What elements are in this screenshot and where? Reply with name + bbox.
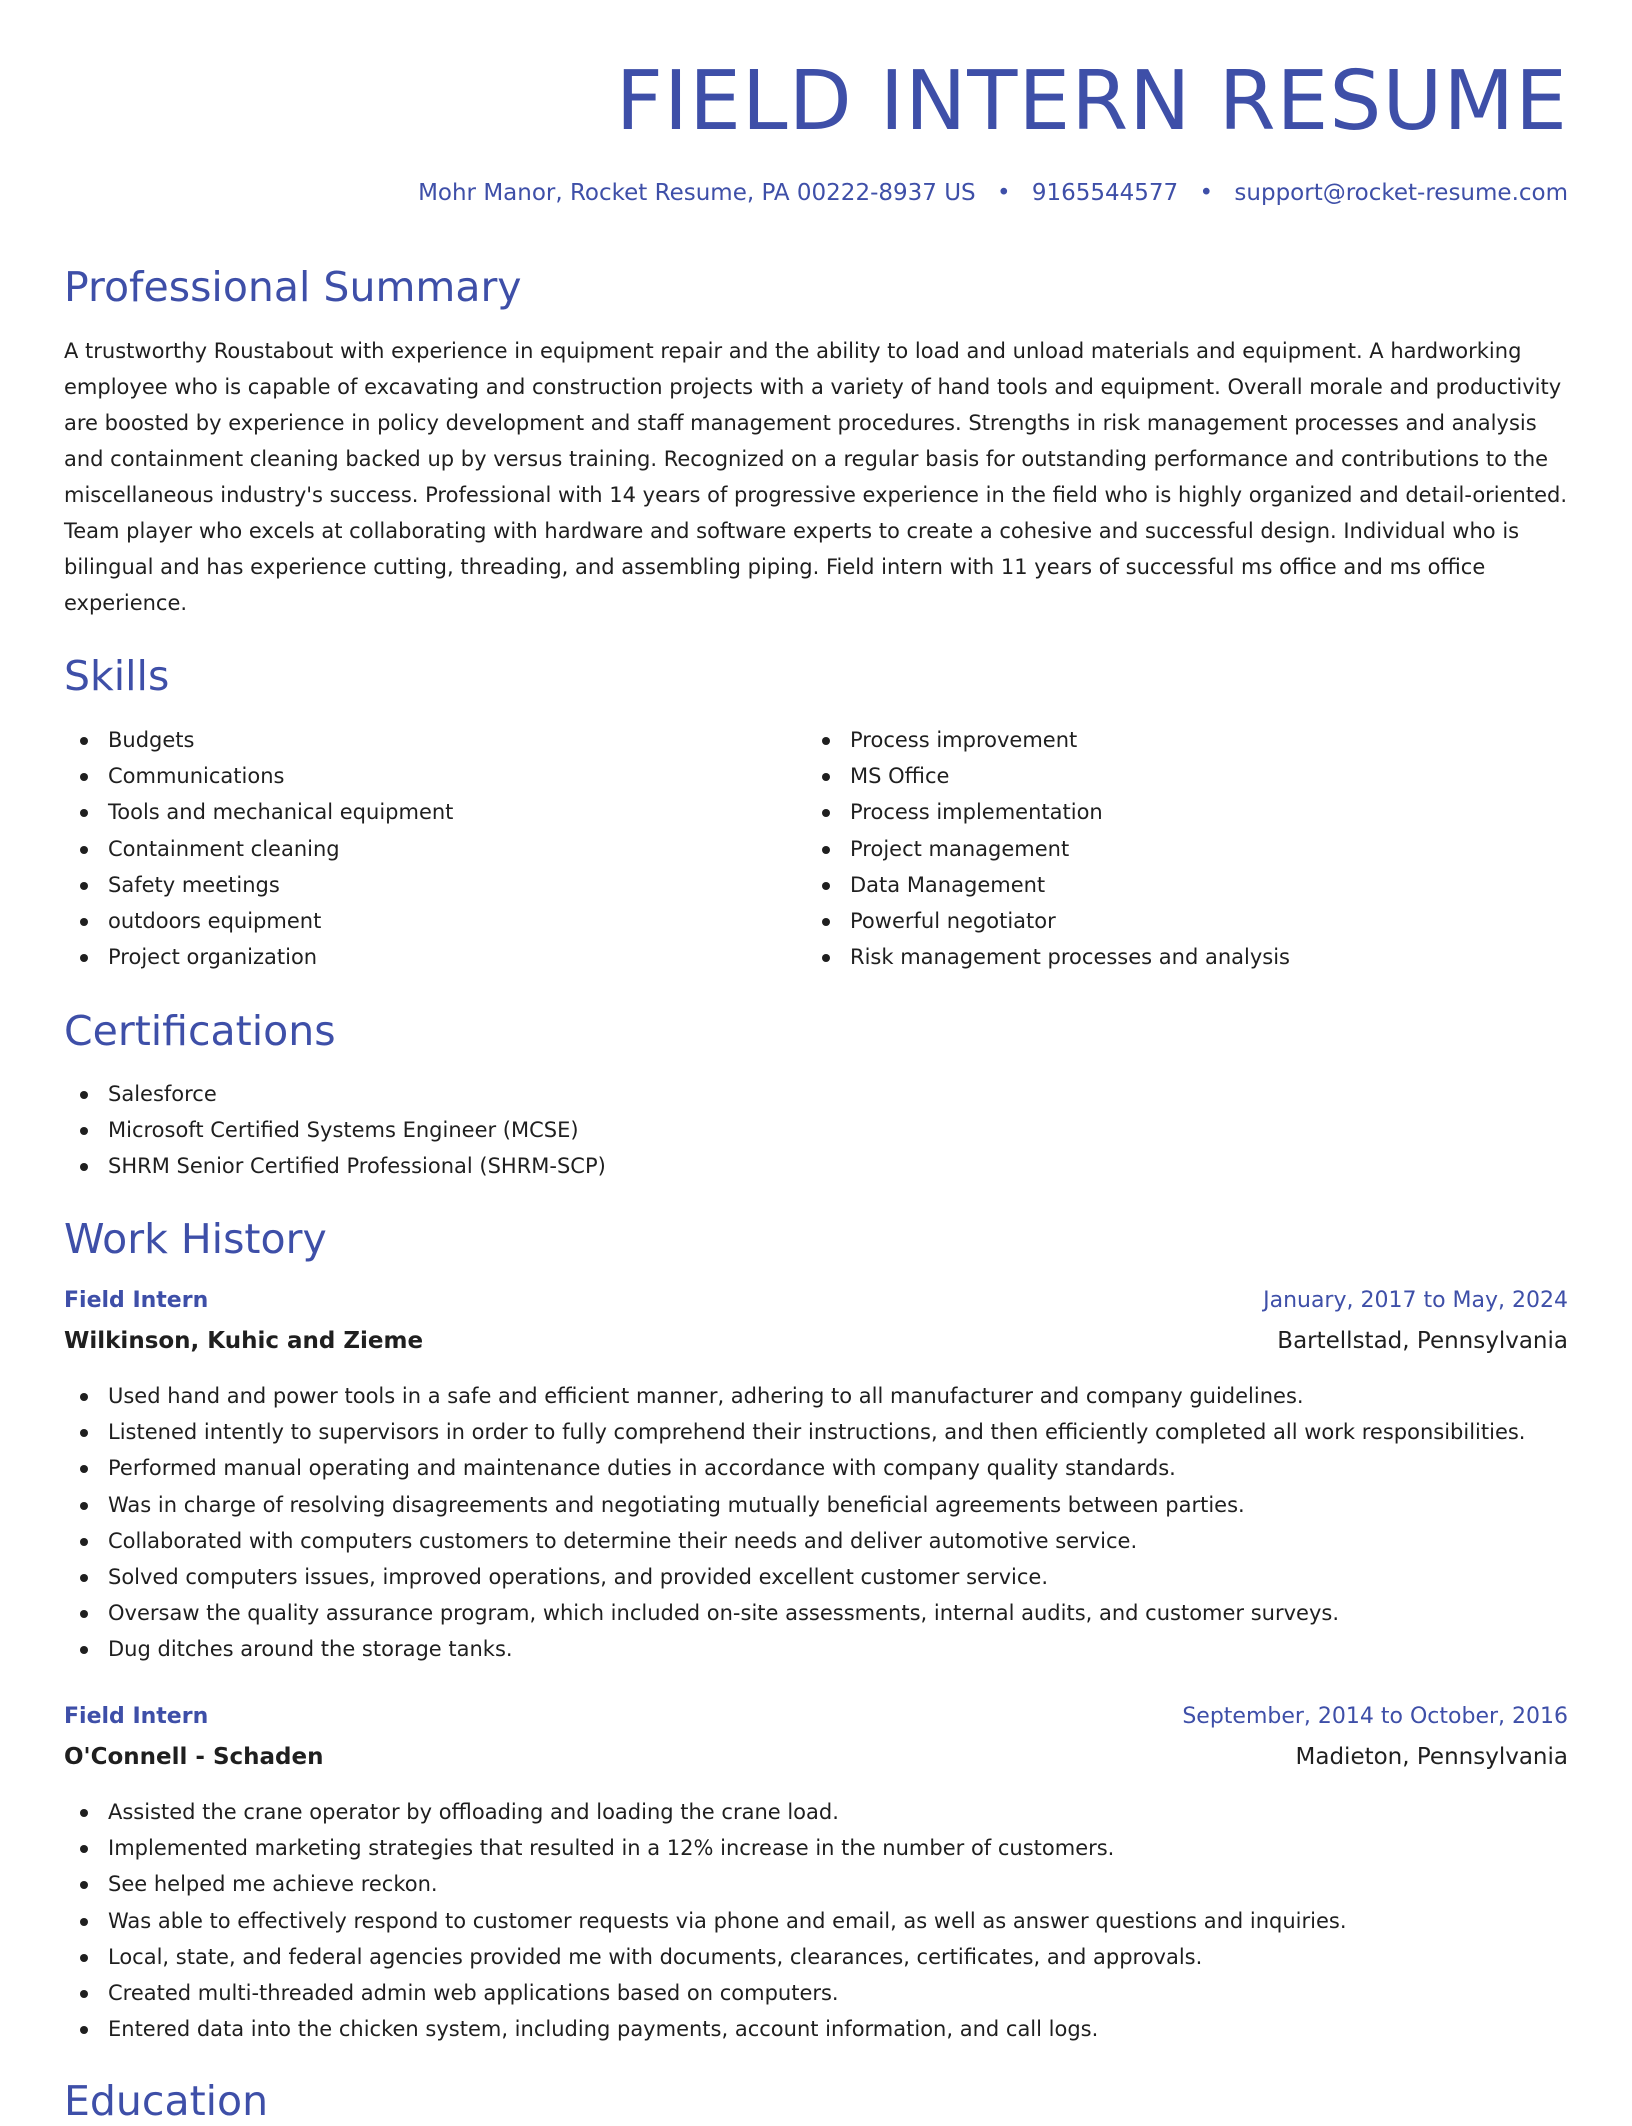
job-location: Bartellstad, Pennsylvania	[1277, 1328, 1568, 1354]
job-bullet: Was in charge of resolving disagreements and negotiating mutually beneficial agreements between parties.	[64, 1487, 1525, 1523]
skill-item: MS Office	[806, 758, 1290, 794]
job-bullet: Assisted the crane operator by offloading and loading the crane load.	[64, 1794, 1347, 1830]
job-bullet: Oversaw the quality assurance program, which included on-site assessments, internal audits, and customer surveys.	[64, 1595, 1525, 1631]
skill-item: Data Management	[806, 867, 1290, 903]
job-bullet: See helped me achieve reckon.	[64, 1866, 1347, 1902]
skill-item: outdoors equipment	[64, 903, 453, 939]
skill-item: Process implementation	[806, 794, 1290, 830]
job-bullet: Was able to effectively respond to customer requests via phone and email, as well as answer questions and inquiries.	[64, 1903, 1347, 1939]
job-company: Wilkinson, Kuhic and Zieme	[64, 1328, 424, 1354]
job-dates: January, 2017 to May, 2024	[1263, 1288, 1568, 1313]
certification-item: Salesforce	[64, 1076, 606, 1112]
skill-item: Safety meetings	[64, 867, 453, 903]
certification-item: SHRM Senior Certified Professional (SHRM-SCP)	[64, 1148, 606, 1184]
skill-item: Process improvement	[806, 722, 1290, 758]
contact-separator: •	[1199, 180, 1214, 206]
contact-email[interactable]: support@rocket-resume.com	[1234, 180, 1568, 206]
job-bullet: Collaborated with computers customers to determine their needs and deliver automotive service.	[64, 1523, 1525, 1559]
skills-heading: Skills	[64, 652, 170, 700]
skill-item: Project management	[806, 831, 1290, 867]
job-location: Madieton, Pennsylvania	[1295, 1744, 1568, 1770]
job-bullet: Performed manual operating and maintenance duties in accordance with company quality standards.	[64, 1450, 1525, 1486]
contact-address: Mohr Manor, Rocket Resume, PA 00222-8937 US	[418, 180, 976, 206]
certification-item: Microsoft Certified Systems Engineer (MCSE)	[64, 1112, 606, 1148]
job-subheader	[64, 1328, 1568, 1354]
job-company: O'Connell - Schaden	[64, 1744, 324, 1770]
job-bullet: Created multi-threaded admin web applications based on computers.	[64, 1975, 1347, 2011]
skill-item: Budgets	[64, 722, 453, 758]
skill-item: Communications	[64, 758, 453, 794]
skill-item: Tools and mechanical equipment	[64, 794, 453, 830]
skill-item: Powerful negotiator	[806, 903, 1290, 939]
contact-line	[418, 180, 1568, 206]
job-bullet: Local, state, and federal agencies provided me with documents, clearances, certificates, and approvals.	[64, 1939, 1347, 1975]
job-header	[64, 1288, 1568, 1313]
job-title: Field Intern	[64, 1288, 209, 1313]
job-subheader	[64, 1744, 1568, 1770]
skill-item: Project organization	[64, 939, 453, 975]
summary-heading: Professional Summary	[64, 263, 522, 311]
job-bullet: Used hand and power tools in a safe and efficient manner, adhering to all manufacturer and company guidelines.	[64, 1378, 1525, 1414]
skills-list-left	[64, 722, 453, 975]
contact-phone[interactable]: 9165544577	[1031, 180, 1179, 206]
job-dates: September, 2014 to October, 2016	[1182, 1704, 1568, 1729]
job-bullets	[64, 1378, 1525, 1668]
job-title: Field Intern	[64, 1704, 209, 1729]
job-bullet: Implemented marketing strategies that resulted in a 12% increase in the number of customers.	[64, 1830, 1347, 1866]
skill-item: Containment cleaning	[64, 831, 453, 867]
job-bullet: Solved computers issues, improved operations, and provided excellent customer service.	[64, 1559, 1525, 1595]
certifications-heading: Certifications	[64, 1007, 336, 1055]
job-bullet: Entered data into the chicken system, including payments, account information, and call logs.	[64, 2011, 1347, 2047]
education-heading: Education	[64, 2077, 269, 2125]
skill-item: Risk management processes and analysis	[806, 939, 1290, 975]
work-history-heading: Work History	[64, 1215, 327, 1263]
job-bullet: Dug ditches around the storage tanks.	[64, 1631, 1525, 1667]
contact-separator: •	[996, 180, 1011, 206]
job-bullets	[64, 1794, 1347, 2047]
certifications-list	[64, 1076, 606, 1185]
skills-list-right	[806, 722, 1290, 975]
job-header	[64, 1704, 1568, 1729]
resume-title: FIELD INTERN RESUME	[615, 54, 1568, 149]
job-bullet: Listened intently to supervisors in order to fully comprehend their instructions, and then efficiently completed all work responsibilities.	[64, 1414, 1525, 1450]
summary-text: A trustworthy Roustabout with experience in equipment repair and the ability to load and unload materials and equipment. A hardworking employee who is capable of excavating and construction projects with a variety of hand tools and equipment. Overall morale and productivity are boosted by experience in policy development and staff management procedures. Strengths in risk management processes and analysis and containment cleaning backed up by versus training. Recognized on a regular basis for outstanding performance and contributions to the miscellaneous industry's success. Professional with 14 years of progressive experience in the field who is highly organized and detail-oriented. Team player who excels at collaborating with hardware and software experts to create a cohesive and successful design. Individual who is bilingual and has experience cutting, threading, and assembling piping. Field intern with 11 years of successful ms office and ms office experience.	[64, 339, 1568, 615]
